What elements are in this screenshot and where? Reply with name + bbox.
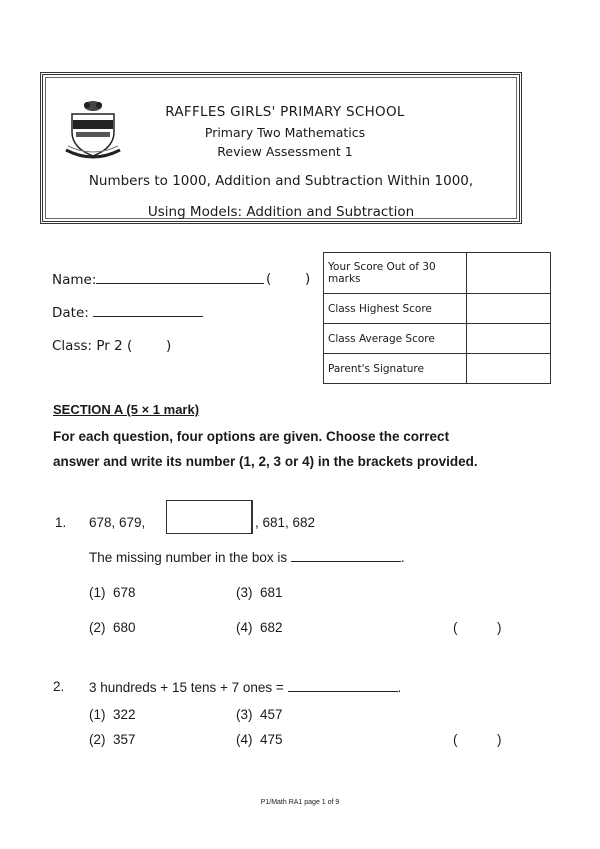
answer-bracket-open: ( [453, 620, 458, 635]
option-number: (2) [89, 732, 106, 747]
school-crest-logo [64, 98, 122, 164]
option-number: (1) [89, 707, 106, 722]
score-row [324, 354, 551, 384]
score-value [467, 324, 551, 354]
option-text: 678 [113, 585, 136, 600]
answer-bracket-open: ( [453, 732, 458, 747]
score-row [324, 294, 551, 324]
page-footer: P1/Math RA1 page 1 of 9 [260, 799, 340, 806]
date-field [52, 304, 203, 321]
prompt-text: The missing number in the box is [89, 550, 288, 565]
option [89, 585, 136, 600]
option-text: 357 [113, 732, 136, 747]
score-value [467, 294, 551, 324]
school-name: RAFFLES GIRLS' PRIMARY SCHOOL [165, 104, 405, 120]
option-text: 682 [260, 620, 283, 635]
question-prompt: The missing number in the box is . [89, 550, 405, 565]
option-number: (1) [89, 585, 106, 600]
score-label: Your Score Out of 30 marks [324, 253, 467, 294]
option-number: (3) [236, 585, 253, 600]
answer-blank [288, 679, 398, 692]
option [236, 585, 283, 600]
option-text: 322 [113, 707, 136, 722]
option-text: 681 [260, 585, 283, 600]
option [236, 620, 283, 635]
option-number: (3) [236, 707, 253, 722]
option [89, 620, 136, 635]
name-label: Name: [52, 272, 97, 288]
name-paren-close: ) [305, 271, 311, 287]
section-title: SECTION A (5 × 1 mark) [53, 402, 200, 417]
option-number: (4) [236, 620, 253, 635]
score-value [467, 253, 551, 294]
option [89, 732, 136, 747]
option [236, 732, 283, 747]
instruction-line-2: answer and write its number (1, 2, 3 or 4) in the brackets provided. [53, 454, 478, 469]
option-text: 680 [113, 620, 136, 635]
option-number: (4) [236, 732, 253, 747]
question-number: 1. [55, 515, 67, 530]
option-text: 475 [260, 732, 283, 747]
option-text: 457 [260, 707, 283, 722]
sequence-after: , 681, 682 [255, 515, 316, 530]
prompt-text: 3 hundreds + 15 tens + 7 ones = [89, 680, 284, 695]
question-number: 2. [53, 679, 65, 694]
name-blank [96, 271, 264, 284]
sequence-before: 678, 679, [89, 515, 146, 530]
option-number: (2) [89, 620, 106, 635]
score-label: Parent's Signature [324, 354, 467, 384]
score-table [323, 252, 551, 384]
class-paren-close: ) [166, 338, 172, 354]
answer-bracket-close: ) [497, 620, 502, 635]
subject-title: Primary Two Mathematics [204, 125, 366, 140]
question-prompt: 3 hundreds + 15 tens + 7 ones = . [89, 680, 402, 695]
score-label: Class Average Score [324, 324, 467, 354]
date-label: Date: [52, 305, 89, 321]
topic-line-1: Numbers to 1000, Addition and Subtraction Within 1000, [88, 173, 474, 189]
score-row [324, 253, 551, 294]
score-label: Class Highest Score [324, 294, 467, 324]
name-field [52, 271, 264, 288]
option [236, 707, 283, 722]
missing-number-box [166, 500, 253, 534]
option [89, 707, 136, 722]
assessment-title: Review Assessment 1 [217, 144, 353, 159]
score-value [467, 354, 551, 384]
answer-bracket-close: ) [497, 732, 502, 747]
class-label: Class: Pr 2 ( [52, 338, 133, 354]
name-paren-open: ( [266, 271, 272, 287]
score-row [324, 324, 551, 354]
instruction-line-1: For each question, four options are given. Choose the correct [53, 429, 450, 444]
answer-blank [291, 549, 401, 562]
date-blank [93, 304, 203, 317]
topic-line-2: Using Models: Addition and Subtraction [147, 204, 415, 220]
